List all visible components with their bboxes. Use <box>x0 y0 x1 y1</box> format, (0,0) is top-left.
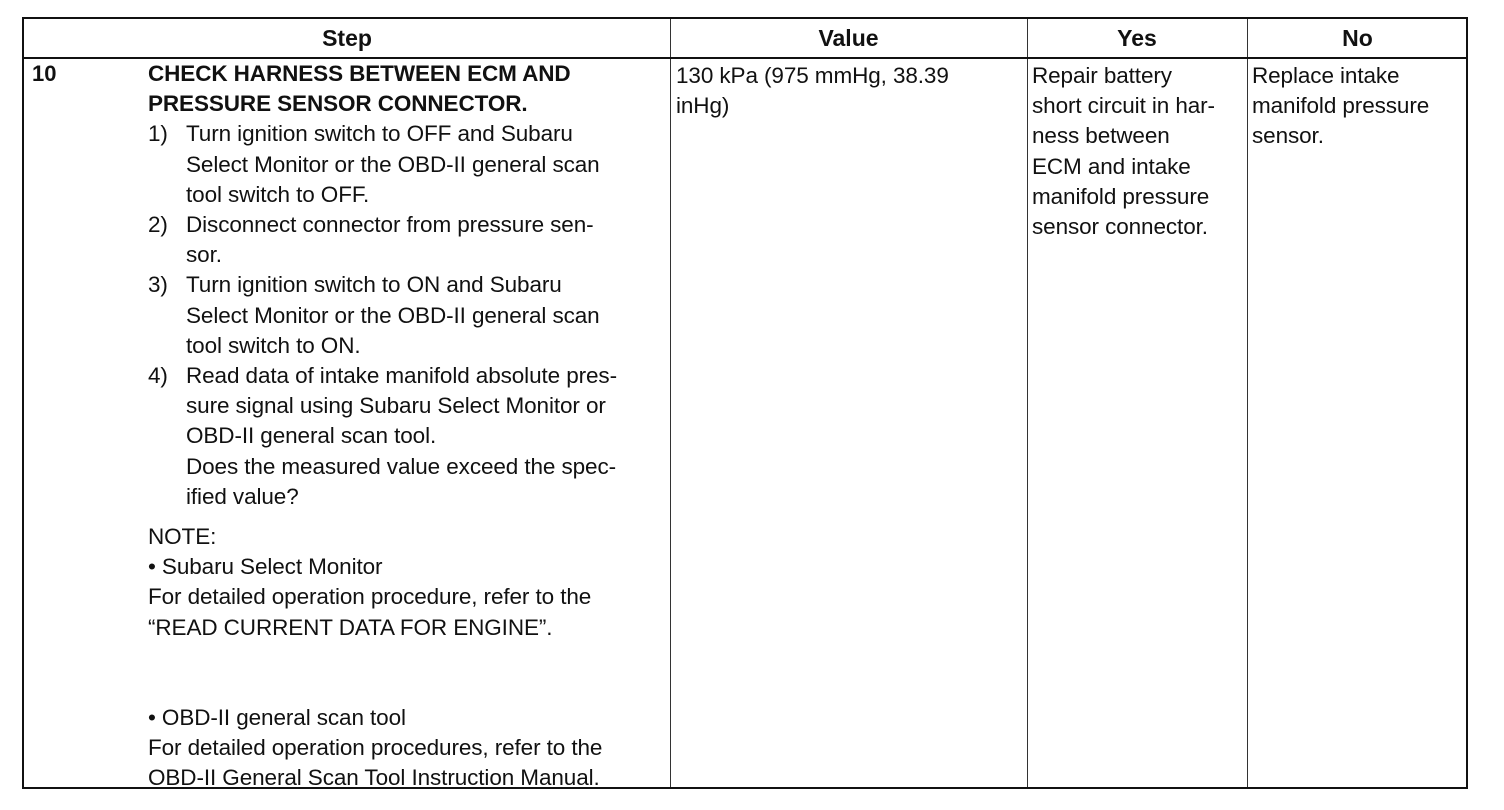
procedure-line: Turn ignition switch to OFF and Subaru <box>186 121 573 147</box>
procedure-number: 4) <box>148 363 168 389</box>
procedure-line: sor. <box>186 242 222 268</box>
question-line: ified value? <box>186 483 299 509</box>
header-step: Step <box>322 25 372 51</box>
procedure-item <box>148 361 668 452</box>
procedure-line: Read data of intake manifold absolute pres- <box>186 363 617 389</box>
no-line: Replace intake <box>1252 63 1400 88</box>
step-title <box>148 59 668 119</box>
no-cell <box>1252 61 1466 152</box>
col-divider-step-value <box>670 19 671 787</box>
step-title-line: CHECK HARNESS BETWEEN ECM AND <box>148 61 571 86</box>
procedure-line: Turn ignition switch to ON and Subaru <box>186 272 562 298</box>
procedure-line: sure signal using Subaru Select Monitor or <box>186 393 606 419</box>
diagnostic-table <box>22 17 1468 789</box>
procedure-line: Select Monitor or the OBD-II general scan <box>186 302 600 328</box>
note-text-line: OBD-II General Scan Tool Instruction Manual. <box>148 765 600 791</box>
yes-cell <box>1032 61 1246 242</box>
procedure-line: OBD-II general scan tool. <box>186 423 437 449</box>
procedure-line: Disconnect connector from pressure sen- <box>186 212 594 238</box>
header-no: No <box>1342 25 1373 51</box>
yes-line: Repair battery <box>1032 63 1172 88</box>
yes-line: sensor connector. <box>1032 214 1208 240</box>
no-line: sensor. <box>1252 123 1324 149</box>
value-line: inHg) <box>676 93 730 119</box>
step-title-line: PRESSURE SENSOR CONNECTOR. <box>148 91 528 117</box>
procedure-number: 1) <box>148 121 168 147</box>
procedure-line: Select Monitor or the OBD-II general scan <box>186 151 600 177</box>
no-line: manifold pressure <box>1252 93 1430 119</box>
note-text-line: “READ CURRENT DATA FOR ENGINE”. <box>148 614 553 640</box>
header-yes: Yes <box>1117 25 1157 51</box>
yes-line: manifold pressure <box>1032 183 1210 209</box>
note-spacer <box>148 643 668 703</box>
yes-line: short circuit in har- <box>1032 93 1215 119</box>
procedure-item <box>148 119 668 210</box>
col-divider-yes-no <box>1247 19 1248 787</box>
note-block <box>148 522 668 793</box>
procedure-list <box>148 119 668 451</box>
procedure-item <box>148 210 668 270</box>
yes-line: ness between <box>1032 123 1170 149</box>
procedure-number: 3) <box>148 272 168 298</box>
note-bullet: • Subaru Select Monitor <box>148 554 383 580</box>
value-cell <box>676 61 1021 121</box>
yes-line: ECM and intake <box>1032 153 1191 179</box>
check-question <box>148 452 668 512</box>
procedure-line: tool switch to ON. <box>186 332 361 358</box>
note-label: NOTE: <box>148 524 217 550</box>
col-divider-value-yes <box>1027 19 1028 787</box>
procedure-number: 2) <box>148 212 168 238</box>
header-value: Value <box>818 25 879 51</box>
value-line: 130 kPa (975 mmHg, 38.39 <box>676 63 949 88</box>
note-text-line: For detailed operation procedure, refer to the <box>148 584 592 610</box>
procedure-item <box>148 270 668 361</box>
step-number: 10 <box>32 61 57 86</box>
procedure-line: tool switch to OFF. <box>186 181 370 207</box>
step-content <box>148 59 668 793</box>
note-text-line: For detailed operation procedures, refer to the <box>148 735 603 761</box>
question-line: Does the measured value exceed the spec- <box>186 453 617 479</box>
note-bullet: • OBD-II general scan tool <box>148 704 406 730</box>
